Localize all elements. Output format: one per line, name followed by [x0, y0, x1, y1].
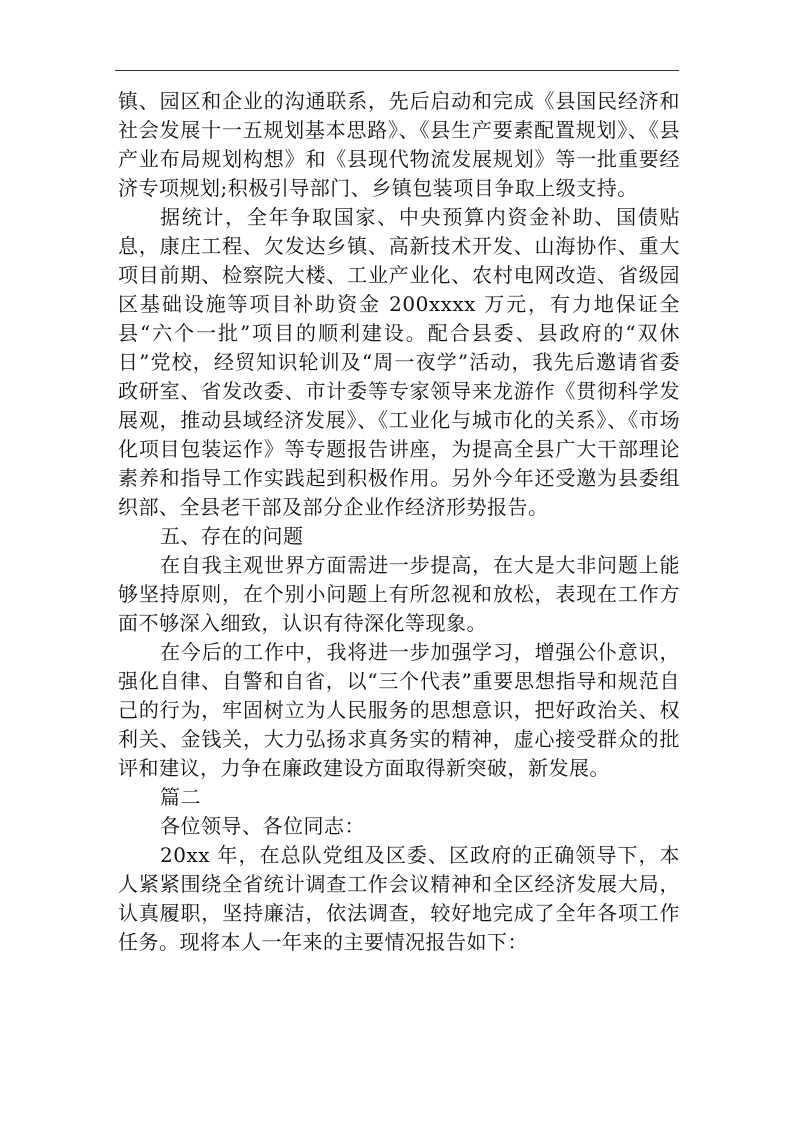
- header-rule: [115, 70, 679, 71]
- paragraph-opening: 20xx 年，在总队党组及区委、区政府的正确领导下，本人紧紧围绕全省统计调查工作会议精神和全区经济发展大局，认真履职，坚持廉洁，依法调查，较好地完成了全年各项工作任务。现将本人一年来的主要情况报告如下：: [118, 843, 680, 954]
- paragraph-statistics: 据统计，全年争取国家、中央预算内资金补助、国债贴息，康庄工程、欠发达乡镇、高新技术开发、山海协作、重大项目前期、检察院大楼、工业产业化、农村电网改造、省级园区基础设施等项目补助资金 200xxxx 万元，有力地保证全县“六个一批”项目的顺利建设。配合县委、县政府的“双休日”党校，经贸知识轮训及“周一夜学”活动，我先后邀请省委政研室、省发改委、市计委等专家领导来龙游作《贯彻科学发展观，推动县域经济发展》、《工业化与城市化的关系》、《市场化项目包装运作》等专题报告讲座，为提高全县广大干部理论素养和指导工作实践起到积极作用。另外今年还受邀为县委组织部、全县老干部及部分企业作经济形势报告。: [118, 205, 680, 519]
- section-heading-problems: 五、存在的问题: [160, 524, 304, 548]
- paragraph-problems: 在自我主观世界方面需进一步提高，在大是大非问题上能够坚持原则，在个别小问题上有所忽视和放松，表现在工作方面不够深入细致，认识有待深化等现象。: [118, 553, 680, 635]
- document-body: [118, 87, 680, 957]
- section-heading-part-two: 篇二: [160, 785, 201, 809]
- paragraph-planning: 镇、园区和企业的沟通联系，先后启动和完成《县国民经济和社会发展十一五规划基本思路》、《县生产要素配置规划》、《县产业布局规划构想》和《县现代物流发展规划》等一批重要经济专项规划;积极引导部门、乡镇包装项目争取上级支持。: [118, 89, 680, 200]
- salutation: 各位领导、各位同志：: [160, 814, 365, 838]
- paragraph-future-work: 在今后的工作中，我将进一步加强学习，增强公仆意识，强化自律、自警和自省，以“三个代表”重要思想指导和规范自己的行为，牢固树立为人民服务的思想意识，把好政治关、权利关、金钱关，大力弘扬求真务实的精神，虚心接受群众的批评和建议，力争在廉政建设方面取得新突破，新发展。: [118, 640, 680, 780]
